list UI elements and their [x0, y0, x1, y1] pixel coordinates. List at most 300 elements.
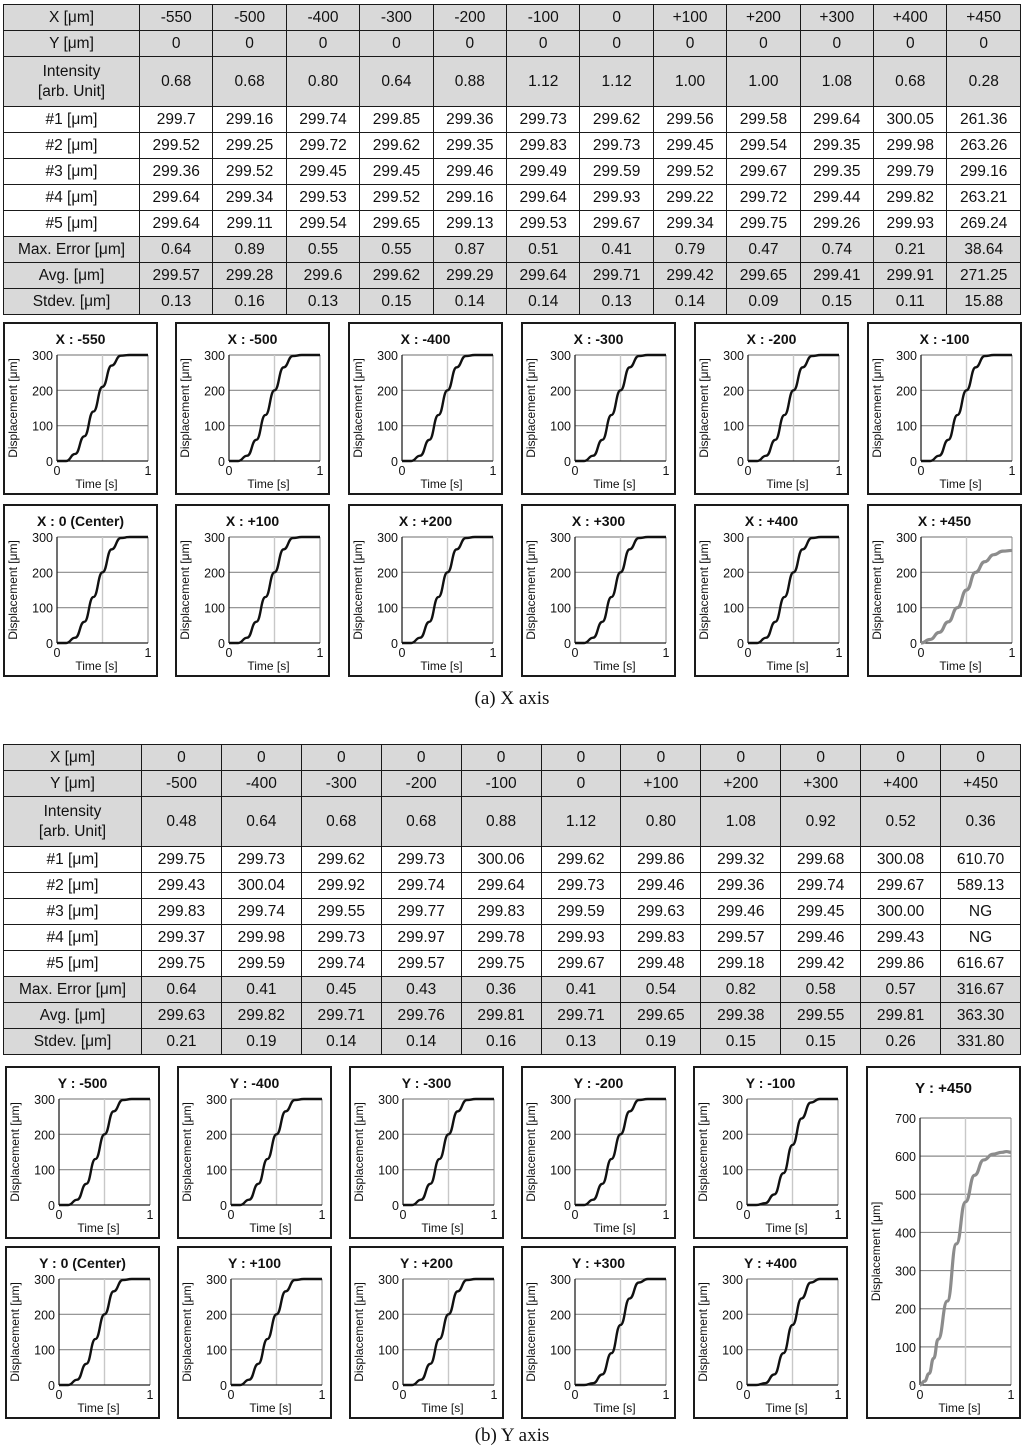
chart-svg [523, 324, 674, 493]
y-tick-label: 100 [377, 601, 398, 616]
x-tick-label: 0 [225, 646, 233, 660]
table-cell: 299.45 [286, 159, 359, 185]
table-row [4, 263, 1021, 289]
chart-panel [175, 504, 330, 677]
table-cell: 0.89 [213, 237, 286, 263]
x-tick-label: 1 [144, 646, 152, 660]
table-cell: 300.08 [861, 847, 941, 873]
table-cell: 0.09 [727, 289, 800, 315]
table-cell: 0.64 [140, 237, 213, 263]
table-cell: 0 [142, 745, 222, 771]
y-axis-label: Displacement [μm] [524, 1102, 538, 1202]
y-axis-table [3, 744, 1021, 1055]
x-axis-label: Time [s] [421, 1401, 464, 1415]
table-cell: 299.63 [621, 899, 701, 925]
table-cell: 299.42 [781, 951, 861, 977]
table-cell: +450 [941, 771, 1021, 797]
table-cell: 299.75 [142, 951, 222, 977]
chart-title: X : +100 [225, 513, 280, 529]
table-cell: 0.14 [301, 1029, 381, 1055]
x-tick-label: 0 [744, 464, 752, 478]
table-cell: 299.46 [781, 925, 861, 951]
y-tick-label: 300 [206, 1093, 227, 1107]
y-tick-label: 100 [550, 601, 571, 616]
x-axis-label: Time [s] [938, 1401, 981, 1415]
y-tick-label: 200 [378, 1128, 399, 1143]
table-cell: 0.87 [433, 237, 506, 263]
chart-svg [523, 1248, 674, 1417]
table-row [4, 133, 1021, 159]
x-tick-label: 0 [917, 646, 925, 660]
x-tick-label: 0 [55, 1388, 63, 1402]
table-cell: 0 [947, 31, 1021, 57]
table-cell: +400 [861, 771, 941, 797]
y-axis-label: Displacement [μm] [870, 358, 884, 458]
chart-svg [7, 1068, 158, 1237]
chart-title: X : -200 [746, 331, 797, 347]
y-axis-label: Displacement [μm] [697, 358, 711, 458]
y-tick-label: 0 [736, 1199, 743, 1213]
y-tick-label: 600 [895, 1150, 916, 1165]
table-cell: 299.52 [653, 159, 726, 185]
chart-panel [521, 504, 676, 677]
row-label: X [μm] [4, 745, 142, 771]
y-axis-label: Displacement [μm] [6, 358, 20, 458]
table-cell: 299.62 [360, 263, 433, 289]
y-tick-label: 100 [896, 419, 917, 434]
y-tick-label: 200 [377, 384, 398, 399]
table-cell: 299.62 [360, 133, 433, 159]
y-tick-label: 100 [204, 601, 225, 616]
table-cell: 299.65 [727, 263, 800, 289]
chart-svg [350, 324, 501, 493]
table-cell: 0 [301, 745, 381, 771]
table-cell: 299.7 [140, 107, 213, 133]
chart-title: Y : +400 [743, 1255, 798, 1271]
table-cell: 1.12 [580, 57, 653, 107]
table-cell: -550 [140, 5, 213, 31]
table-cell: 1.08 [800, 57, 873, 107]
chart-svg [869, 324, 1020, 493]
table-cell: 299.52 [140, 133, 213, 159]
table-cell: 0.54 [621, 977, 701, 1003]
y-tick-label: 700 [895, 1112, 916, 1126]
table-cell: -400 [286, 5, 359, 31]
table-header-row [4, 745, 1021, 771]
chart-title: Y : 0 (Center) [39, 1255, 126, 1271]
y-tick-label: 0 [391, 455, 398, 469]
table-cell: 299.37 [142, 925, 222, 951]
table-cell: 299.29 [433, 263, 506, 289]
table-cell: 0.68 [301, 797, 381, 847]
x-axis-label: Time [s] [593, 659, 636, 673]
y-axis-label: Displacement [μm] [352, 1102, 366, 1202]
table-cell: 0 [580, 5, 653, 31]
table-cell: 299.35 [433, 133, 506, 159]
x-tick-label: 1 [316, 464, 324, 478]
table-cell: 299.86 [621, 847, 701, 873]
table-cell: 0.64 [360, 57, 433, 107]
chart-panel [521, 322, 676, 495]
y-tick-label: 200 [204, 566, 225, 581]
table-cell: 0.21 [142, 1029, 222, 1055]
table-cell: 299.53 [507, 211, 580, 237]
table-cell: -200 [381, 771, 461, 797]
y-tick-label: 100 [550, 1343, 571, 1358]
table-cell: 299.65 [621, 1003, 701, 1029]
table-cell: 299.42 [653, 263, 726, 289]
table-cell: 0 [507, 31, 580, 57]
row-label: #4 [μm] [4, 185, 140, 211]
table-cell: 0 [781, 745, 861, 771]
table-cell: 299.59 [541, 899, 621, 925]
caption-y-axis: (b) Y axis [474, 1425, 550, 1446]
y-tick-label: 300 [723, 349, 744, 363]
chart-panel [5, 1246, 160, 1419]
table-cell: 1.12 [507, 57, 580, 107]
table-cell: 363.30 [941, 1003, 1021, 1029]
table-cell: 0 [621, 745, 701, 771]
table-cell: 300.05 [874, 107, 947, 133]
table-cell: -400 [221, 771, 301, 797]
y-tick-label: 0 [48, 1379, 55, 1393]
table-cell: 299.18 [701, 951, 781, 977]
y-tick-label: 0 [910, 455, 917, 469]
x-tick-label: 0 [53, 464, 61, 478]
table-cell: 299.73 [221, 847, 301, 873]
table-row [4, 771, 1021, 797]
y-tick-label: 0 [736, 1379, 743, 1393]
chart-title: X : -500 [227, 331, 278, 347]
table-cell: 0.51 [507, 237, 580, 263]
chart-svg [179, 1248, 330, 1417]
row-label: Max. Error [μm] [4, 977, 142, 1003]
row-label: #1 [μm] [4, 847, 142, 873]
x-tick-label: 1 [490, 1208, 498, 1222]
table-cell: 0.16 [461, 1029, 541, 1055]
table-cell: 300.06 [461, 847, 541, 873]
y-tick-label: 0 [909, 1379, 916, 1393]
table-cell: 299.67 [541, 951, 621, 977]
table-cell: 299.36 [140, 159, 213, 185]
x-tick-label: 1 [146, 1208, 154, 1222]
table-cell: 299.82 [874, 185, 947, 211]
table-cell: 0 [360, 31, 433, 57]
table-cell: 299.73 [507, 107, 580, 133]
x-tick-label: 1 [318, 1388, 326, 1402]
table-cell: 0.15 [701, 1029, 781, 1055]
table-cell: 0.57 [861, 977, 941, 1003]
table-cell: NG [941, 899, 1021, 925]
table-cell: 299.74 [781, 873, 861, 899]
table-cell: 299.64 [507, 263, 580, 289]
table-cell: 299.54 [286, 211, 359, 237]
table-cell: 0.45 [301, 977, 381, 1003]
table-cell: 316.67 [941, 977, 1021, 1003]
row-label: #2 [μm] [4, 133, 140, 159]
table-cell: 299.64 [140, 211, 213, 237]
table-cell: +200 [701, 771, 781, 797]
x-axis-label: Time [s] [421, 1221, 464, 1235]
chart-svg [351, 1248, 502, 1417]
chart-title: Y : -100 [745, 1075, 796, 1091]
y-tick-label: 200 [550, 384, 571, 399]
x-tick-label: 0 [399, 1388, 407, 1402]
y-tick-label: 300 [550, 531, 571, 545]
chart-panel [348, 322, 503, 495]
table-cell: 0.74 [800, 237, 873, 263]
table-cell: 299.97 [381, 925, 461, 951]
y-axis-label: Displacement [μm] [178, 540, 192, 640]
y-tick-label: 200 [723, 566, 744, 581]
table-cell: 0.19 [621, 1029, 701, 1055]
y-tick-label: 0 [392, 1379, 399, 1393]
table-cell: 299.57 [381, 951, 461, 977]
table-cell: 0.41 [221, 977, 301, 1003]
table-cell: 299.55 [301, 899, 381, 925]
table-cell: 0.88 [433, 57, 506, 107]
x-tick-label: 1 [662, 464, 670, 478]
table-cell: -500 [142, 771, 222, 797]
table-cell: 0.16 [213, 289, 286, 315]
table-cell: 0.41 [541, 977, 621, 1003]
chart-title: Y : -400 [229, 1075, 280, 1091]
table-cell: 299.93 [580, 185, 653, 211]
x-tick-label: 0 [916, 1388, 924, 1402]
x-axis-label: Time [s] [77, 1221, 120, 1235]
table-cell: 0.36 [461, 977, 541, 1003]
table-cell: 299.78 [461, 925, 541, 951]
table-cell: 0 [381, 745, 461, 771]
table-cell: 269.24 [947, 211, 1021, 237]
table-cell: 299.57 [140, 263, 213, 289]
y-axis-label: Displacement [μm] [696, 1102, 710, 1202]
x-axis-label: Time [s] [247, 477, 290, 491]
table-cell: 1.08 [701, 797, 781, 847]
chart-panel [3, 504, 158, 677]
table-cell: 0.92 [781, 797, 861, 847]
table-cell: 299.46 [433, 159, 506, 185]
table-cell: 0.55 [360, 237, 433, 263]
table-cell: 299.72 [727, 185, 800, 211]
table-cell: 299.35 [800, 133, 873, 159]
table-cell: 299.63 [142, 1003, 222, 1029]
y-tick-label: 300 [206, 1273, 227, 1287]
table-cell: 610.70 [941, 847, 1021, 873]
chart-title: X : -300 [573, 331, 624, 347]
x-tick-label: 1 [1008, 464, 1016, 478]
y-tick-label: 300 [34, 1093, 55, 1107]
x-tick-label: 1 [490, 1388, 498, 1402]
table-cell: 299.36 [701, 873, 781, 899]
table-cell: 299.59 [580, 159, 653, 185]
table-cell: 0.15 [800, 289, 873, 315]
y-tick-label: 0 [220, 1379, 227, 1393]
table-cell: 0.80 [621, 797, 701, 847]
chart-svg [695, 1248, 846, 1417]
table-cell: 299.91 [874, 263, 947, 289]
table-cell: 0.36 [941, 797, 1021, 847]
y-axis-label: Displacement [μm] [351, 358, 365, 458]
x-axis-label: Time [s] [75, 659, 118, 673]
row-label: X [μm] [4, 5, 140, 31]
y-tick-label: 0 [218, 455, 225, 469]
chart-svg [5, 506, 156, 675]
y-axis-label: Displacement [μm] [524, 1282, 538, 1382]
table-cell: +100 [621, 771, 701, 797]
x-axis-label: Time [s] [75, 477, 118, 491]
y-tick-label: 300 [204, 531, 225, 545]
y-tick-label: 0 [910, 637, 917, 651]
x-tick-label: 0 [53, 646, 61, 660]
chart-title: X : 0 (Center) [36, 513, 125, 529]
table-cell: 331.80 [941, 1029, 1021, 1055]
table-cell: 0.68 [381, 797, 461, 847]
table-cell: 299.48 [621, 951, 701, 977]
x-tick-label: 0 [227, 1388, 235, 1402]
y-tick-label: 400 [895, 1226, 916, 1241]
y-tick-label: 100 [34, 1163, 55, 1178]
table-cell: 271.25 [947, 263, 1021, 289]
table-cell: 299.56 [653, 107, 726, 133]
y-tick-label: 200 [896, 384, 917, 399]
chart-panel [694, 322, 849, 495]
table-cell: 299.64 [461, 873, 541, 899]
table-cell: 1.00 [653, 57, 726, 107]
table-cell: 0.26 [861, 1029, 941, 1055]
y-tick-label: 300 [204, 349, 225, 363]
row-label: Avg. [μm] [4, 263, 140, 289]
table-cell: 0.21 [874, 237, 947, 263]
table-cell: 0.14 [381, 1029, 461, 1055]
table-cell: 299.92 [301, 873, 381, 899]
chart-svg [177, 506, 328, 675]
y-tick-label: 200 [34, 1128, 55, 1143]
y-tick-label: 0 [564, 455, 571, 469]
x-tick-label: 1 [489, 464, 497, 478]
y-tick-label: 0 [218, 637, 225, 651]
table-cell: 299.98 [221, 925, 301, 951]
table-cell: 0.15 [781, 1029, 861, 1055]
table-cell: 299.62 [301, 847, 381, 873]
y-axis-label: Displacement [μm] [8, 1282, 22, 1382]
chart-panel [348, 504, 503, 677]
row-label: #1 [μm] [4, 107, 140, 133]
x-axis-table [3, 4, 1021, 315]
table-row [4, 1003, 1021, 1029]
x-axis-label: Time [s] [593, 1401, 636, 1415]
x-tick-label: 1 [662, 646, 670, 660]
x-axis-label: Time [s] [593, 1221, 636, 1235]
table-row [4, 977, 1021, 1003]
y-tick-label: 100 [896, 601, 917, 616]
table-cell: 1.00 [727, 57, 800, 107]
y-tick-label: 300 [896, 531, 917, 545]
chart-svg [5, 324, 156, 493]
y-tick-label: 0 [220, 1199, 227, 1213]
y-tick-label: 100 [32, 601, 53, 616]
table-cell: 299.57 [701, 925, 781, 951]
y-tick-label: 300 [378, 1273, 399, 1287]
chart-title: X : +300 [571, 513, 626, 529]
table-cell: 299.55 [781, 1003, 861, 1029]
y-tick-label: 300 [723, 531, 744, 545]
row-label: #3 [μm] [4, 159, 140, 185]
y-tick-label: 300 [550, 1273, 571, 1287]
table-cell: 0.52 [861, 797, 941, 847]
table-cell: 0.79 [653, 237, 726, 263]
table-cell: 299.98 [874, 133, 947, 159]
row-label: #3 [μm] [4, 899, 142, 925]
row-label: Stdev. [μm] [4, 289, 140, 315]
table-row [4, 925, 1021, 951]
y-tick-label: 100 [378, 1343, 399, 1358]
chart-title: Y : -300 [401, 1075, 452, 1091]
table-cell: 299.41 [800, 263, 873, 289]
y-tick-label: 200 [32, 384, 53, 399]
table-cell: 0.13 [580, 289, 653, 315]
table-cell: 299.62 [580, 107, 653, 133]
y-tick-label: 0 [564, 637, 571, 651]
y-tick-label: 300 [550, 1093, 571, 1107]
table-cell: -200 [433, 5, 506, 31]
table-cell: 0 [461, 745, 541, 771]
table-cell: 0 [286, 31, 359, 57]
table-cell: +100 [653, 5, 726, 31]
y-tick-label: 200 [204, 384, 225, 399]
x-axis-label: Time [s] [939, 477, 982, 491]
y-tick-label: 0 [391, 637, 398, 651]
table-cell: 299.82 [221, 1003, 301, 1029]
row-label: #5 [μm] [4, 211, 140, 237]
y-tick-label: 300 [377, 531, 398, 545]
row-label: Intensity [arb. Unit] [4, 57, 140, 107]
table-cell: 0.58 [781, 977, 861, 1003]
table-cell: 299.71 [580, 263, 653, 289]
table-cell: 299.77 [381, 899, 461, 925]
y-tick-label: 100 [722, 1163, 743, 1178]
table-cell: 299.65 [360, 211, 433, 237]
table-cell: 299.83 [507, 133, 580, 159]
table-cell: 299.6 [286, 263, 359, 289]
table-cell: 0 [727, 31, 800, 57]
table-cell: 299.45 [360, 159, 433, 185]
table-cell: 299.53 [286, 185, 359, 211]
chart-svg [350, 506, 501, 675]
y-tick-label: 0 [564, 1199, 571, 1213]
table-cell: 299.71 [541, 1003, 621, 1029]
table-cell: 0 [433, 31, 506, 57]
x-tick-label: 0 [744, 646, 752, 660]
table-cell: 299.85 [360, 107, 433, 133]
chart-panel [693, 1066, 848, 1239]
table-row [4, 847, 1021, 873]
y-tick-label: 300 [722, 1273, 743, 1287]
y-tick-label: 0 [392, 1199, 399, 1213]
chart-svg [523, 506, 674, 675]
chart-title: Y : -200 [573, 1075, 624, 1091]
y-tick-label: 100 [723, 601, 744, 616]
table-cell: -100 [507, 5, 580, 31]
table-cell: 1.12 [541, 797, 621, 847]
table-cell: 299.16 [947, 159, 1021, 185]
x-axis-label: Time [s] [249, 1401, 292, 1415]
y-tick-label: 300 [378, 1093, 399, 1107]
table-cell: 299.13 [433, 211, 506, 237]
table-cell: 261.36 [947, 107, 1021, 133]
table-cell: 299.74 [221, 899, 301, 925]
table-cell: 299.49 [507, 159, 580, 185]
